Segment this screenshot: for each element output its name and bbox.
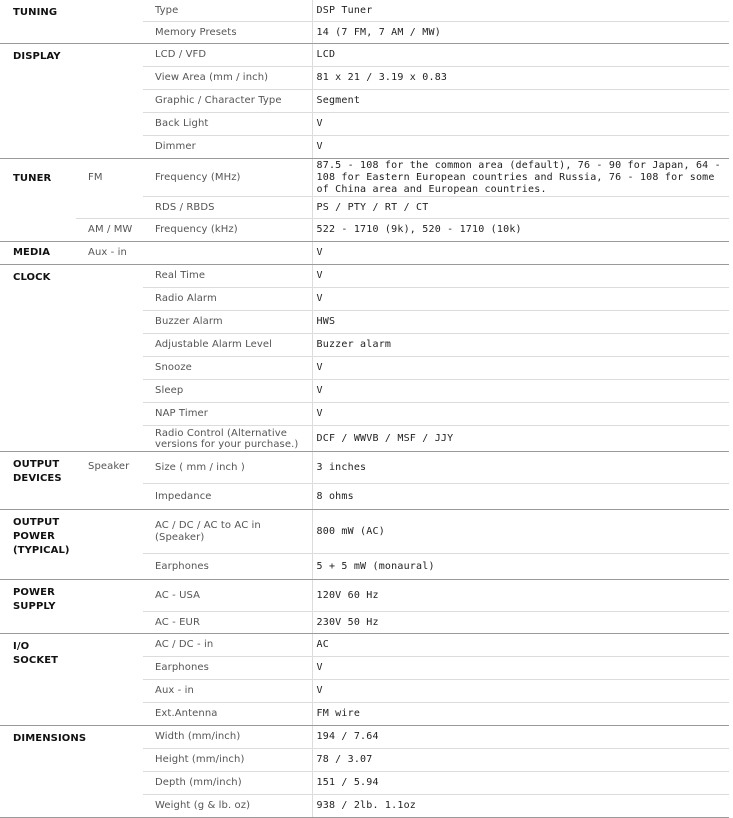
spec-label: RDS / RBDS <box>143 197 312 219</box>
subcategory-cell <box>76 580 143 634</box>
spec-label: LCD / VFD <box>143 44 312 67</box>
table-row <box>0 0 729 22</box>
spec-label: Adjustable Alarm Level <box>143 334 312 357</box>
spec-label: Memory Presets <box>143 22 312 44</box>
category-display: DISPLAY <box>0 44 76 159</box>
spec-label: Buzzer Alarm <box>143 311 312 334</box>
spec-value: 151 / 5.94 <box>312 772 729 795</box>
spec-value: 81 x 21 / 3.19 x 0.83 <box>312 67 729 90</box>
spec-label: Graphic / Character Type <box>143 90 312 113</box>
spec-value: 938 / 2lb. 1.1oz <box>312 795 729 818</box>
spec-value: 194 / 7.64 <box>312 726 729 749</box>
spec-label <box>143 242 312 265</box>
subcategory-cell <box>76 510 143 580</box>
subcategory-cell <box>76 634 143 726</box>
subcategory-cell <box>76 44 143 159</box>
spec-label: Impedance <box>143 484 312 510</box>
spec-value: V <box>312 357 729 380</box>
spec-value: Buzzer alarm <box>312 334 729 357</box>
category-media: MEDIA <box>0 242 76 265</box>
category-dimensions: DIMENSIONS <box>0 726 76 818</box>
spec-label: Earphones <box>143 554 312 580</box>
category-tuner: TUNER <box>0 159 76 242</box>
spec-value: DSP Tuner <box>312 0 729 22</box>
spec-label: AC - EUR <box>143 612 312 634</box>
spec-label: Height (mm/inch) <box>143 749 312 772</box>
spec-label: Real Time <box>143 265 312 288</box>
table-row <box>0 242 729 265</box>
spec-label: NAP Timer <box>143 403 312 426</box>
spec-value: V <box>312 242 729 265</box>
spec-label: Sleep <box>143 380 312 403</box>
table-row <box>0 726 729 749</box>
subcategory-speaker: Speaker <box>76 452 143 510</box>
spec-value: V <box>312 113 729 136</box>
spec-value: 3 inches <box>312 452 729 484</box>
spec-value: DCF / WWVB / MSF / JJY <box>312 426 729 452</box>
spec-label: Back Light <box>143 113 312 136</box>
spec-label: Size ( mm / inch ) <box>143 452 312 484</box>
spec-value: HWS <box>312 311 729 334</box>
spec-value: 522 - 1710 (9k), 520 - 1710 (10k) <box>312 219 729 242</box>
table-row <box>0 265 729 288</box>
spec-value: V <box>312 288 729 311</box>
spec-value: V <box>312 657 729 680</box>
spec-value: V <box>312 265 729 288</box>
spec-label: View Area (mm / inch) <box>143 67 312 90</box>
spec-label: Snooze <box>143 357 312 380</box>
category-io-socket: I/O SOCKET <box>0 634 76 726</box>
table-row <box>0 510 729 554</box>
table-row <box>0 159 729 197</box>
spec-value: 8 ohms <box>312 484 729 510</box>
spec-label: Aux - in <box>143 680 312 703</box>
spec-label: Radio Alarm <box>143 288 312 311</box>
table-row <box>0 452 729 484</box>
spec-value: 230V 50 Hz <box>312 612 729 634</box>
subcategory-fm: FM <box>76 159 143 219</box>
spec-label: AC / DC - in <box>143 634 312 657</box>
table-row <box>0 634 729 657</box>
spec-value: 14 (7 FM, 7 AM / MW) <box>312 22 729 44</box>
spec-label: Radio Control (Alternative versions for your purchase.) <box>143 426 312 452</box>
category-clock: CLOCK <box>0 265 76 452</box>
table-row <box>0 219 729 242</box>
spec-label: AC - USA <box>143 580 312 612</box>
subcategory-am-mw: AM / MW <box>76 219 143 242</box>
category-output-power: OUTPUT POWER (TYPICAL) <box>0 510 76 580</box>
spec-value: 120V 60 Hz <box>312 580 729 612</box>
table-row <box>0 580 729 612</box>
subcategory-cell <box>76 0 143 44</box>
spec-value: PS / PTY / RT / CT <box>312 197 729 219</box>
spec-value: 87.5 - 108 for the common area (default), 76 - 90 for Japan, 64 - 108 for Eastern European countries and Russia, 76 - 108 for some of China area and European countries. <box>312 159 729 197</box>
spec-value: V <box>312 136 729 159</box>
subcategory-cell <box>76 265 143 452</box>
spec-label: Frequency (kHz) <box>143 219 312 242</box>
spec-value: LCD <box>312 44 729 67</box>
spec-value: Segment <box>312 90 729 113</box>
spec-value: V <box>312 680 729 703</box>
spec-value: 5 + 5 mW (monaural) <box>312 554 729 580</box>
category-tuning: TUNING <box>0 0 76 44</box>
spec-label: Earphones <box>143 657 312 680</box>
spec-value: 800 mW (AC) <box>312 510 729 554</box>
spec-value: 78 / 3.07 <box>312 749 729 772</box>
spec-label: Frequency (MHz) <box>143 159 312 197</box>
subcategory-aux-in: Aux - in <box>76 242 143 265</box>
category-power-supply: POWER SUPPLY <box>0 580 76 634</box>
table-row <box>0 44 729 67</box>
category-output-devices: OUTPUT DEVICES <box>0 452 76 510</box>
spec-label: Weight (g & lb. oz) <box>143 795 312 818</box>
spec-value: V <box>312 403 729 426</box>
spec-label: Depth (mm/inch) <box>143 772 312 795</box>
spec-label: Type <box>143 0 312 22</box>
spec-label: Ext.Antenna <box>143 703 312 726</box>
spec-value: FM wire <box>312 703 729 726</box>
spec-label: Dimmer <box>143 136 312 159</box>
spec-value: AC <box>312 634 729 657</box>
spec-value: V <box>312 380 729 403</box>
spec-label: Width (mm/inch) <box>143 726 312 749</box>
spec-label: AC / DC / AC to AC in (Speaker) <box>143 510 312 554</box>
